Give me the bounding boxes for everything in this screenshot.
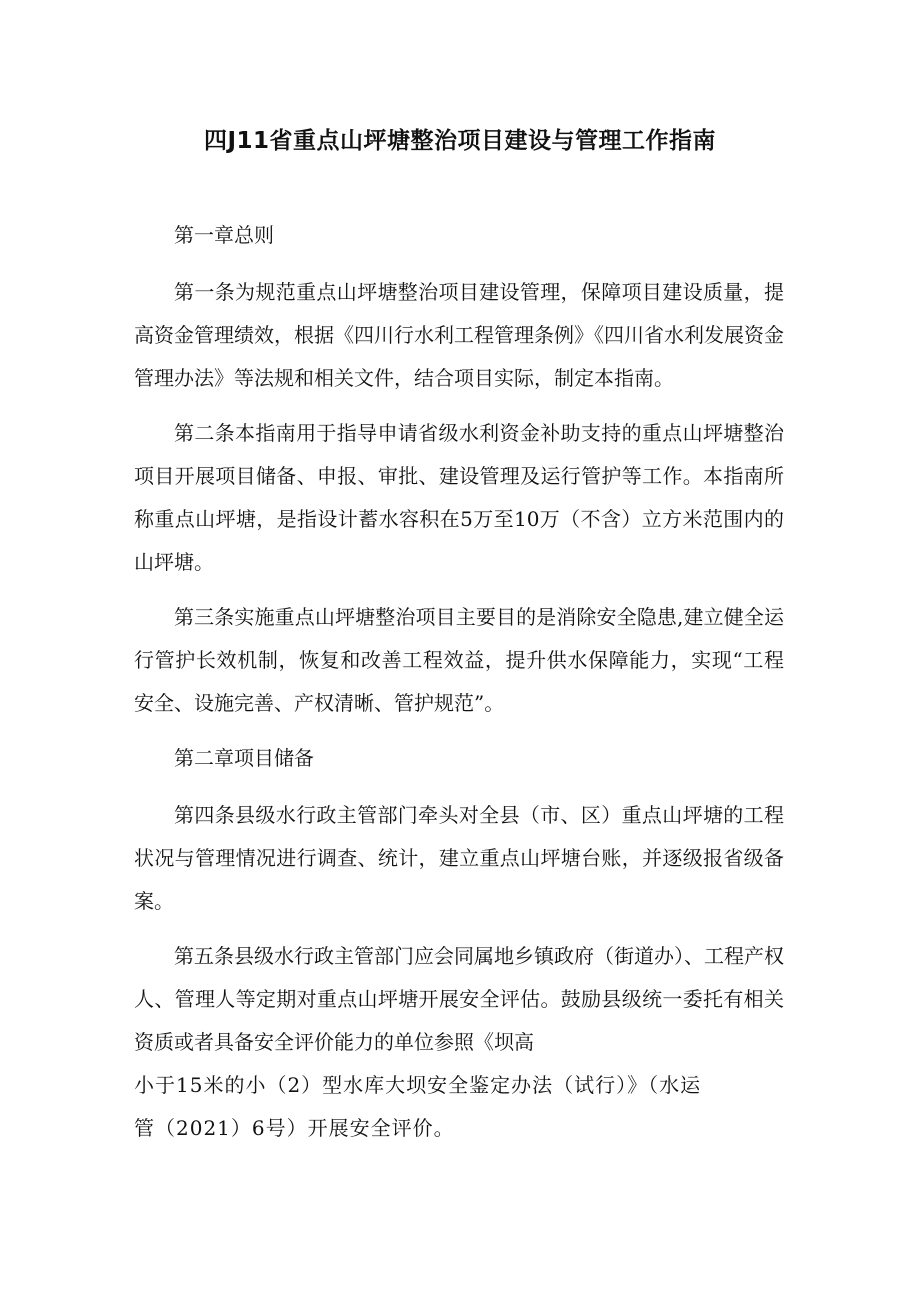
article-5-continuation-line-1: 小于15米的小（2）型水库大坝安全鉴定办法（试行）》（水运 bbox=[134, 1073, 702, 1097]
article-3-paragraph: 第三条实施重点山坪塘整治项目主要目的是消除安全隐患,建立健全运行管护长效机制，恢复和改善工程效益，提升供水保障能力，实现“工程安全、设施完善、产权清晰、管护规范”。 bbox=[134, 605, 784, 715]
article-5-continuation-line-2: 管（2021）6号）开展安全评价。 bbox=[134, 1116, 455, 1140]
article-5-paragraph: 第五条县级水行政主管部门应会同属地乡镇政府（街道办）、工程产权人、管理人等定期对重点山坪塘开展安全评估。鼓励县级统一委托有相关资质或者具备安全评价能力的单位参照《坝高 bbox=[134, 944, 784, 1054]
document-title: 四J11省重点山坪塘整治项目建设与管理工作指南 bbox=[203, 128, 717, 154]
article-1-paragraph: 第一条为规范重点山坪塘整治项目建设管理，保障项目建设质量，提高资金管理绩效，根据《四川行水利工程管理条例》《四川省水利发展资金管理办法》等法规和相关文件，结合项目实际，制定本指南。 bbox=[134, 280, 784, 390]
document-body bbox=[134, 214, 784, 1150]
article-4-paragraph: 第四条县级水行政主管部门牵头对全县（市、区）重点山坪塘的工程状况与管理情况进行调查、统计，建立重点山坪塘台账，并逐级报省级备案。 bbox=[134, 803, 784, 913]
article-2-paragraph: 第二条本指南用于指导申请省级水利资金补助支持的重点山坪塘整治项目开展项目储备、申报、审批、建设管理及运行管护等工作。本指南所称重点山坪塘，是指设计蓄水容积在5万至10万（不含）立方米范围内的山坪塘。 bbox=[134, 421, 784, 574]
chapter-2-heading: 第二章项目储备 bbox=[174, 746, 314, 770]
chapter-1-heading: 第一章总则 bbox=[174, 223, 274, 247]
